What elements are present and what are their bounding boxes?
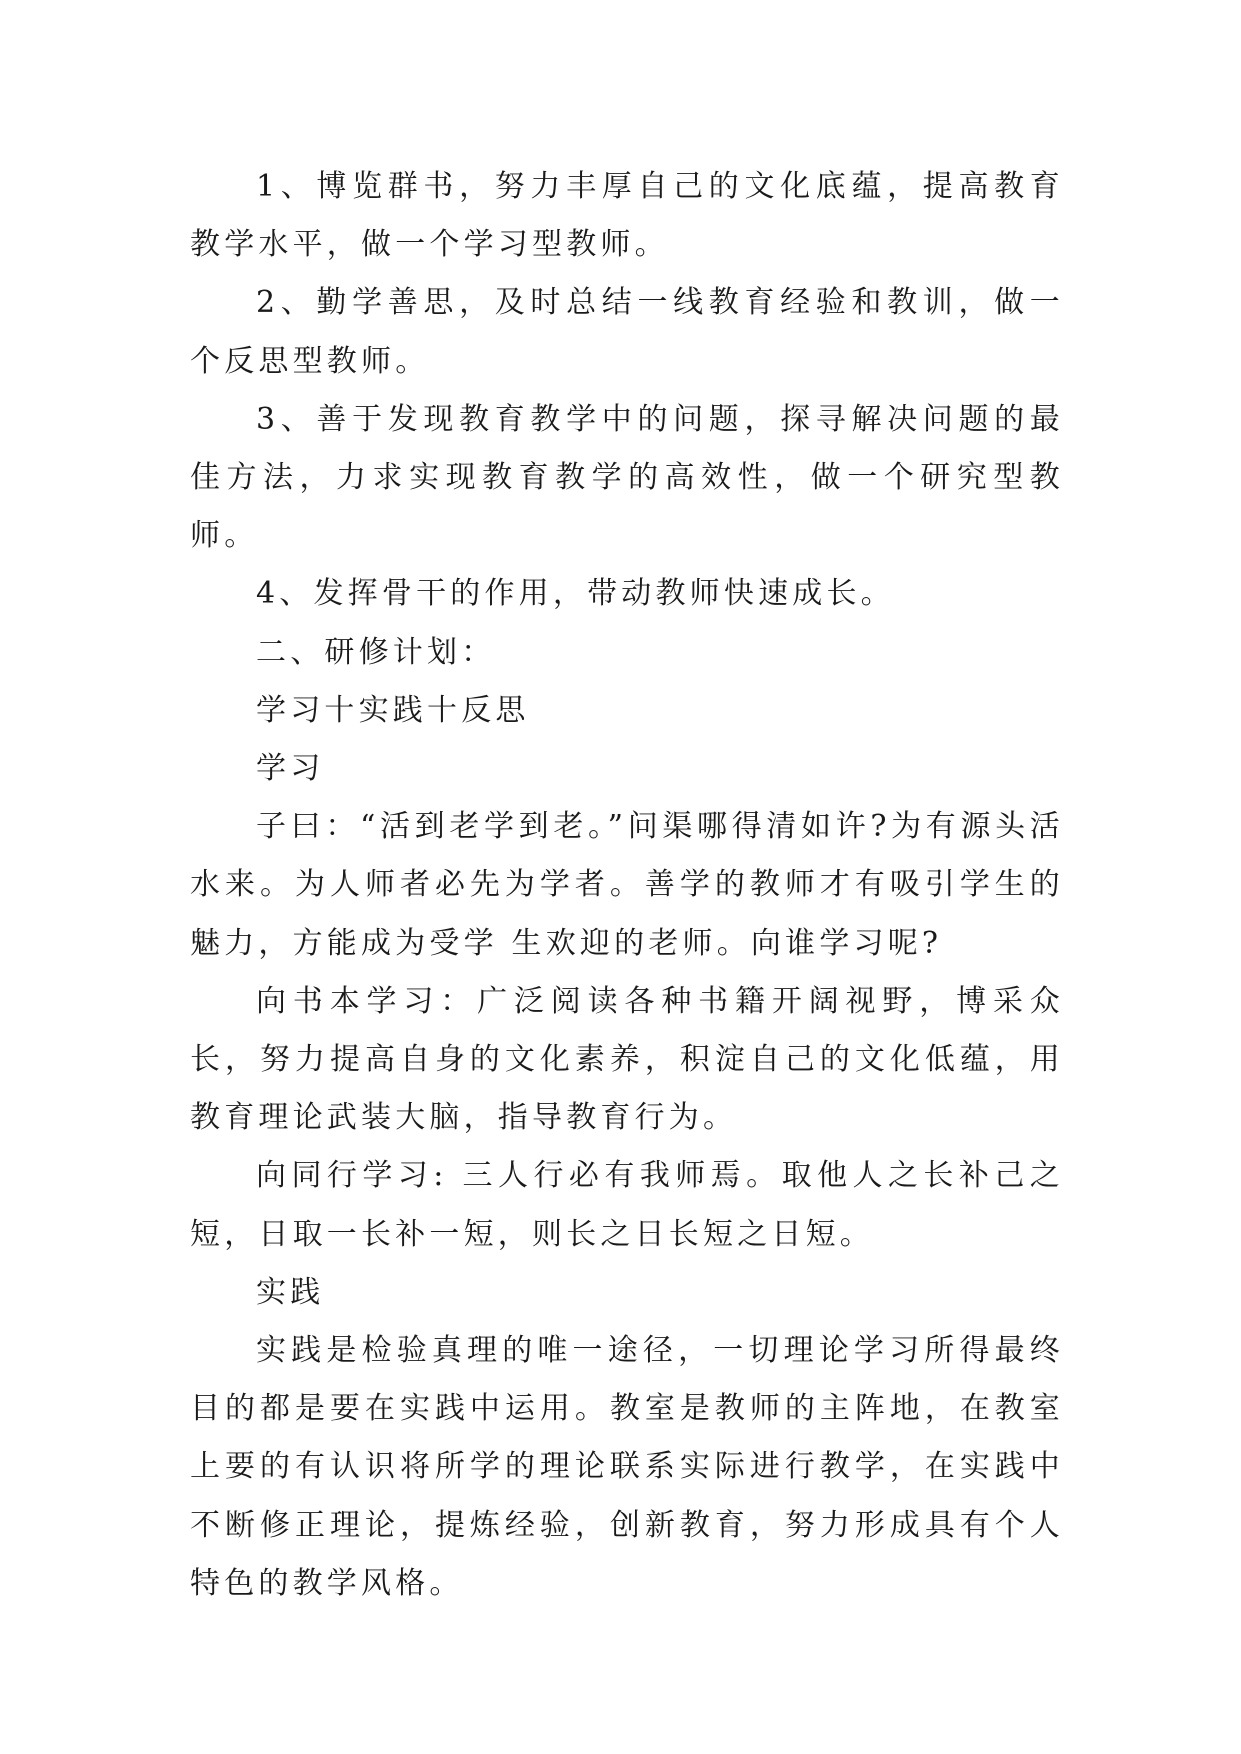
paragraph-study-intro: 子曰：“活到老学到老。”问渠哪得清如许?为有源头活水来。为人师者必先为学者。善学的教师才有吸引学生的魅力，方能成为受学 生欢迎的老师。向谁学习呢? (190, 809, 1064, 961)
subheading-practice: 实践 (256, 1274, 325, 1310)
plan-formula: 学习十实践十反思 (256, 692, 530, 728)
paragraph-study-peers: 向同行学习: 三人行必有我师焉。取他人之长补己之短，日取一长补一短，则长之日长短之日短。 (190, 1158, 1064, 1252)
section-heading-plan: 二、研修计划： (256, 634, 496, 670)
paragraph-goal-3: 3、善于发现教育教学中的问题，探寻解决问题的最佳方法，力求实现教育教学的高效性，做一个研究型教师。 (190, 401, 1064, 554)
paragraph-goal-2: 2、勤学善思，及时总结一线教育经验和教训，做一个反思型教师。 (190, 285, 1064, 379)
paragraph-practice: 实践是检验真理的唯一途径，一切理论学习所得最终目的都是要在实践中运用。教室是教师的主阵地，在教室上要的有认识将所学的理论联系实际进行教学，在实践中不断修正理论，提炼经验，创新教育，努力形成具有个人特色的教学风格。 (190, 1333, 1064, 1601)
paragraph-goal-4: 4、发挥骨干的作用，带动教师快速成长。 (256, 576, 895, 612)
subheading-study: 学习 (256, 751, 325, 787)
document-page (190, 158, 1064, 1613)
paragraph-study-books: 向书本学习：广泛阅读各种书籍开阔视野，博采众长，努力提高自身的文化素养，积淀自己的文化低蕴，用教育理论武装大脑，指导教育行为。 (190, 983, 1064, 1136)
paragraph-goal-1: 1、博览群书，努力丰厚自己的文化底蕴，提高教育教学水平，做一个学习型教师。 (190, 169, 1064, 263)
